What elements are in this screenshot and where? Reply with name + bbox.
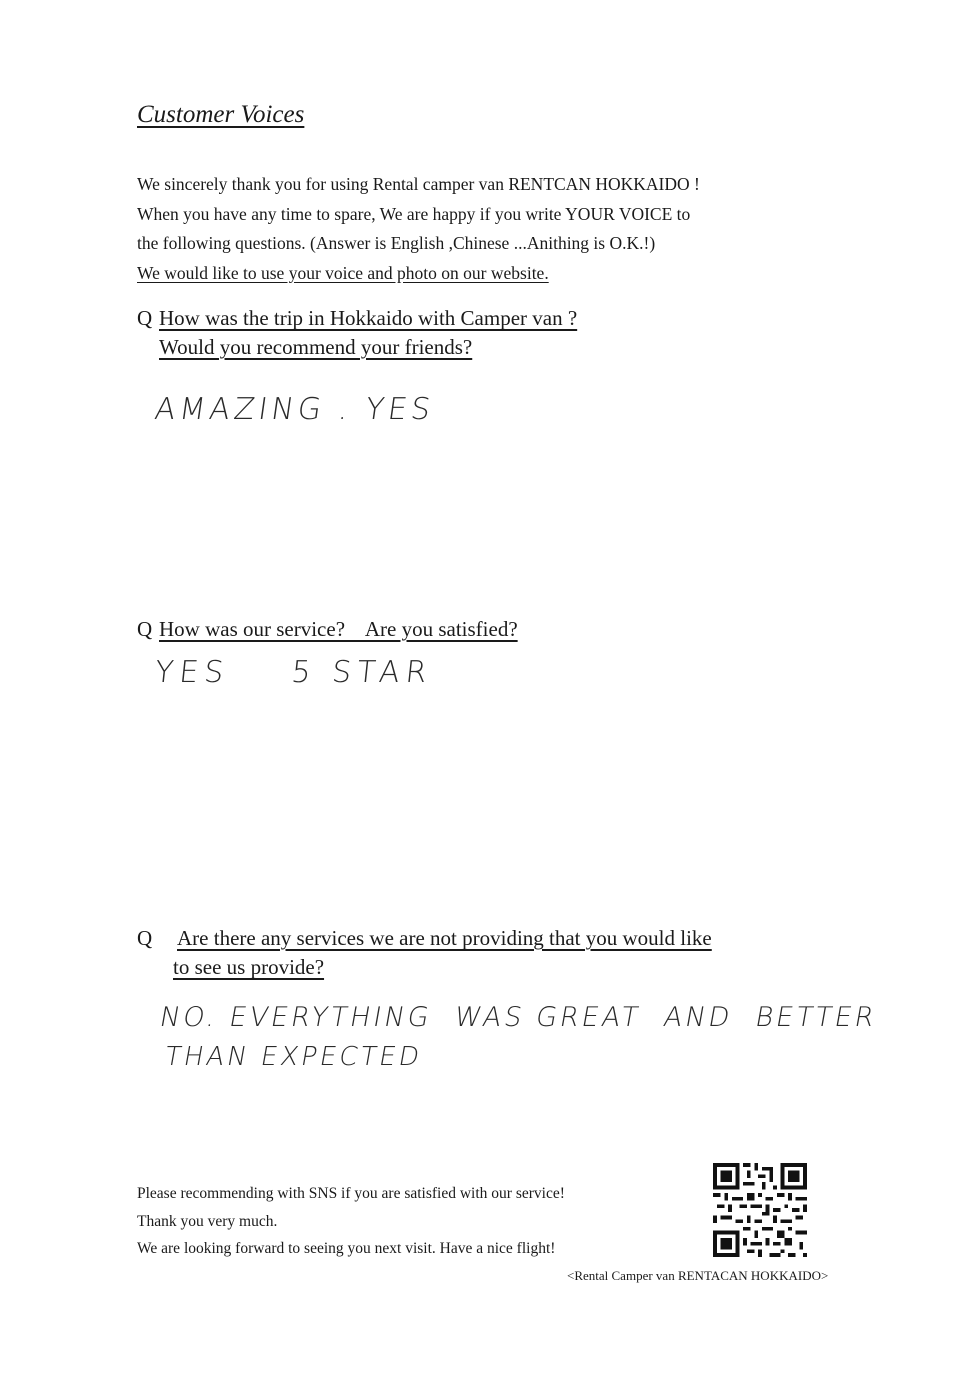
question-mark: Q	[137, 617, 153, 641]
question-1-line-1: How was the trip in Hokkaido with Camper van ?	[159, 306, 578, 330]
page-title: Customer Voices	[137, 101, 305, 128]
intro-line: When you have any time to spare, We are happy if you write YOUR VOICE to	[137, 203, 691, 224]
answer-3-handwritten-line-1: NO. EVERYTHING WAS GREAT AND BETTER	[157, 1002, 880, 1033]
intro-text	[137, 170, 700, 288]
footer-line: Please recommending with SNS if you are satisfied with our service!	[137, 1185, 565, 1202]
answer-3-handwritten-line-2: THAN EXPECTED	[162, 1042, 425, 1072]
question-3-line-2: to see us provide?	[173, 955, 325, 979]
question-1-line-2: Would you recommend your friends?	[159, 335, 473, 359]
intro-line: the following questions. (Answer is English ,Chinese ...Anithing is O.K.!)	[137, 233, 656, 253]
footer-line: We are looking forward to seeing you next visit. Have a nice flight!	[137, 1240, 556, 1257]
company-signature: <Rental Camper van RENTACAN HOKKAIDO>	[567, 1268, 829, 1283]
footer-line: Thank you very much.	[137, 1212, 278, 1230]
qr-code-icon	[713, 1163, 807, 1257]
question-2-line-1: How was our service? Are you satisfied?	[159, 617, 518, 641]
intro-line: We sincerely thank you for using Rental camper van RENTCAN HOKKAIDO !	[137, 174, 700, 194]
question-3-line-1: Are there any services we are not providing that you would like	[177, 926, 712, 950]
question-mark: Q	[137, 926, 153, 950]
answer-2-handwritten: YES 5 STAR	[153, 655, 435, 690]
intro-line-usage-note: We would like to use your voice and photo on our website.	[137, 262, 549, 283]
footer-text	[137, 1180, 565, 1263]
answer-1-handwritten: AMAZING . YES	[152, 392, 437, 427]
question-mark: Q	[137, 306, 153, 330]
